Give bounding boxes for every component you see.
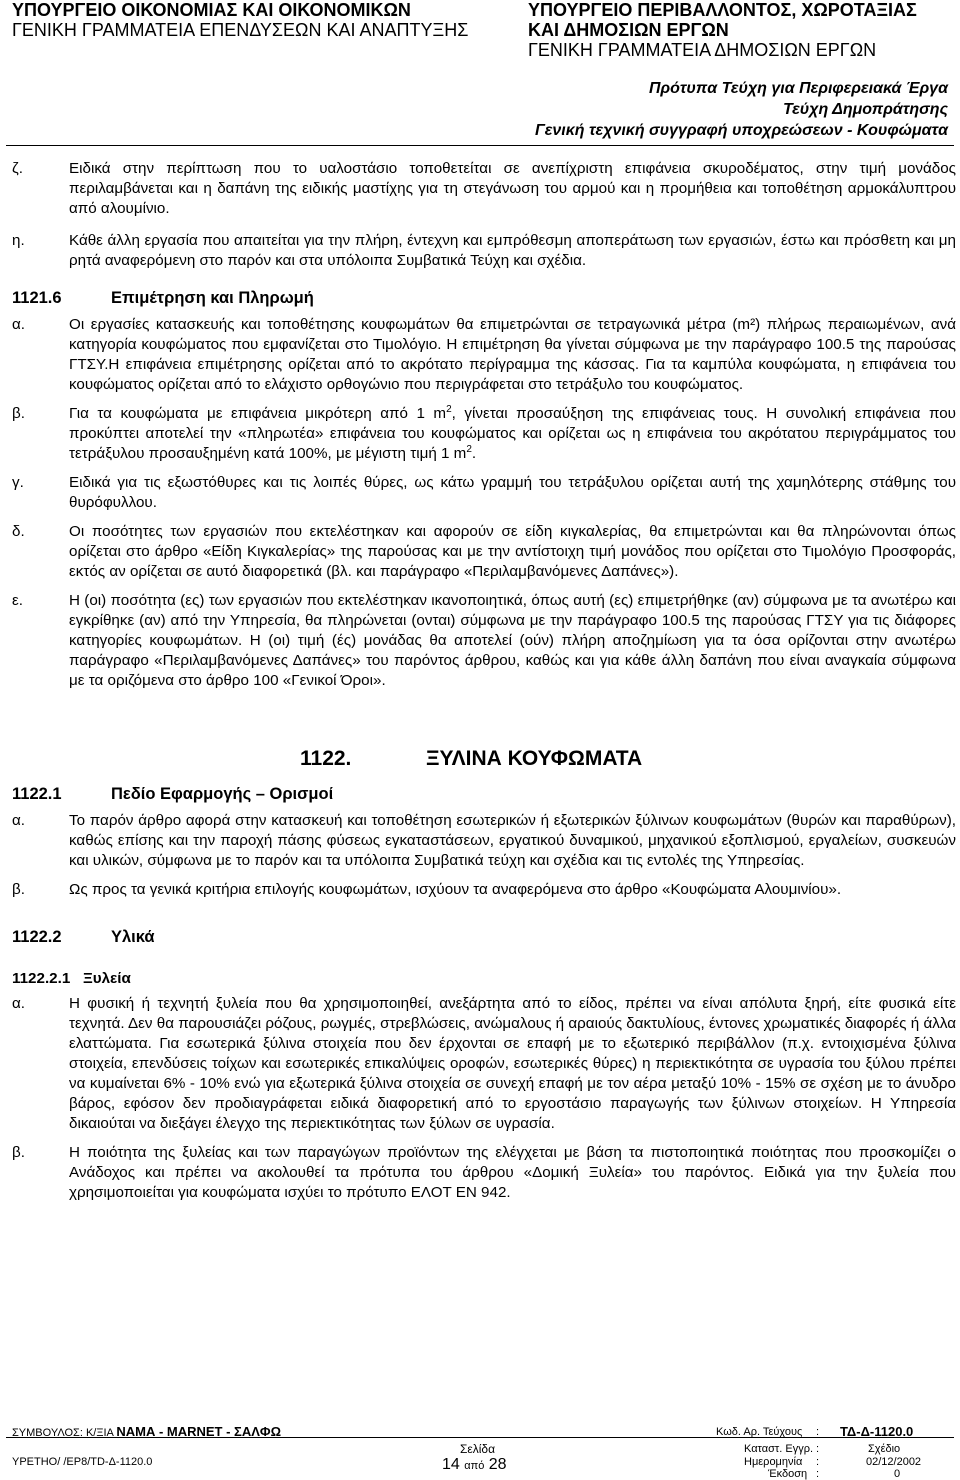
superscript: 2 bbox=[446, 403, 452, 415]
paragraph-text: Ειδικά στην περίπτωση που το υαλοστάσιο τοποθετείται σε ανεπίχριστη επιφάνεια σκυροδέματος, στην τιμή μονάδος περιλαμβάνεται και η δαπάνη της ειδικής μαστίχης για τη στεγάνωση του αρμού και η προμήθεια και τοποθέτηση αρμοκάλυπτρου από αλουμίνιο. bbox=[69, 160, 956, 217]
chapter-heading-1122 bbox=[12, 747, 956, 777]
footer-page-label: Σελίδα bbox=[460, 1442, 496, 1456]
measurement-paragraph-b bbox=[12, 404, 956, 464]
paragraph-marker: β. bbox=[12, 1144, 25, 1161]
paragraph-text: Η (οι) ποσότητα (ες) των εργασιών που εκτελέστηκαν ικανοποιητικά, όπως αυτή (ες) επιμετρήθηκε (αν) σύμφωνα με τα ανωτέρω και εγκρίθηκε (αν) από την Υπηρεσία, θα πληρώνεται (ονται) σύμφωνα με την παράγραφο 100.5 της παρούσας ΓΤΣΥ για τις διάφορες κατηγορίες κουφωμάτων. Η (οι) τιμή (ές) μονάδας θα αποτελεί (ούν) πλήρη αποζημίωση για τα όσα ορίζονται στην ανωτέρω παράγραφο «Περιλαμβανόμενες Δαπάνες» του παρόντος άρθρου, καθώς και για κάθε άλλη δαπάνη που είναι αναγκαία σύμφωνα με τα οριζόμενα στο άρθρο 100 «Γενικοί Όροι». bbox=[69, 592, 956, 689]
status-label: Καταστ. Εγγρ. bbox=[744, 1443, 814, 1455]
header-subtitle-2: Τεύχη Δημοπράτησης bbox=[782, 101, 948, 118]
chapter-title: ΞΥΛΙΝΑ ΚΟΥΦΩΜΑΤΑ bbox=[426, 747, 643, 770]
section-number: 1121.6 bbox=[12, 289, 62, 307]
measurement-paragraph-d bbox=[12, 522, 956, 582]
section-number: 1122.2 bbox=[12, 928, 62, 946]
paragraph-marker: β. bbox=[12, 881, 25, 898]
measurement-paragraph-a bbox=[12, 315, 956, 395]
measurement-paragraph-c bbox=[12, 473, 956, 513]
header-subtitle-3: Γενική τεχνική συγγραφή υποχρεώσεων - Κουφώματα bbox=[534, 122, 948, 139]
paragraph-text-part-3: . bbox=[471, 445, 477, 462]
header-left bbox=[12, 0, 468, 40]
subsection-number-text: 1122.2.1 bbox=[12, 970, 71, 987]
paragraph-text: Η φυσική ή τεχνητή ξυλεία που θα χρησιμοποιηθεί, ανεξάρτητα από το είδος, πρέπει να είναι απόλυτα ξηρή, είτε φυσικά είτε τεχνητά. Δεν θα παρουσιάζει ρόζους, ρωγμές, στρεβλώσεις, ανώμαλους ή αραιούς δακτυλίους, έντονες χρωματικές διαφορές ή άλλα ελαττώματα. Για εσωτερικά ξύλινα στοιχεία που δεν έρχονται σε επαφή με το εξωτερικό περιβάλλον (π.χ. εντοιχισμένα ξύλινα στοιχεία, επενδύσεις τοίχων και εσωτερικές επικαλύψεις οροφών, εσωτερικές θύρες) η περιεκτικότητα σε υγρασία του ξύλου πρέπει να κυμαίνεται 6% - 10% ενώ για εξωτερικά ξύλινα στοιχεία σε συνεχή επαφή με τον αέρα μεταξύ 10% - 15% σε σχέση με το άνυδρο βάρος, εφόσον δεν προδιαγράφεται ειδικά διαφορετική από το εργοστάσιο παραγωγής των ξύλινων στοιχείων. Η Υπηρεσία δικαιούται να διεξάγει έλεγχο της περιεκτικότητας των ξύλων σε υγρασία. bbox=[69, 995, 956, 1132]
page-footer bbox=[0, 1424, 960, 1480]
superscript: 2 bbox=[466, 443, 472, 455]
ministry-environment-title-2: ΚΑΙ ΔΗΜΟΣΙΩΝ ΕΡΓΩΝ bbox=[528, 20, 729, 40]
paragraph-marker: γ. bbox=[12, 474, 24, 491]
header-right bbox=[528, 0, 917, 60]
consultant-label: ΣΥΜΒΟΥΛΟΣ: Κ/ΞΙΑ bbox=[12, 1427, 114, 1439]
consultant-name: ΝΑΜΑ - MARNET - ΣΑΛΦΩ bbox=[116, 1424, 282, 1439]
separator: : bbox=[816, 1456, 820, 1468]
paragraph-text: Κάθε άλλη εργασία που απαιτείται για την πλήρη, έντεχνη και εμπρόθεσμη αποπεράτωση των εργασιών, έστω και πρόσθετη και μη ρητά αναφερόμενη στο παρόν και στα υπόλοιπα Συμβατικά Τεύχη και σχέδια. bbox=[69, 232, 956, 269]
header-divider bbox=[6, 145, 954, 146]
header-subtitle bbox=[535, 78, 948, 141]
measurement-paragraph-e bbox=[12, 591, 956, 691]
chapter-number: 1122. bbox=[300, 747, 352, 770]
paragraph-marker: ζ. bbox=[12, 160, 23, 177]
section-title: Επιμέτρηση και Πληρωμή bbox=[111, 289, 314, 307]
timber-paragraph-a bbox=[12, 994, 956, 1134]
paragraph-text: Η ποιότητα της ξυλείας και των παραγώγων προϊόντων της ελέγχεται με βάση τα πιστοποιητικά ποιότητας που προσκομίζει ο Ανάδοχος και πρέπει να ακολουθεί τα πρότυπα του άρθρου «Δομική Ξυλεία» του παρόντος. Ειδικά για την ξυλεία που χρησιμοποιείται για κουφώματα ισχύει το πρότυπο ΕΛΟΤ ΕΝ 942. bbox=[69, 1144, 956, 1201]
paragraph-marker: α. bbox=[12, 995, 25, 1012]
page-of: από bbox=[464, 1460, 485, 1472]
status-value: Σχέδιο bbox=[868, 1443, 901, 1455]
scope-paragraph-a bbox=[12, 811, 956, 871]
separator: : bbox=[816, 1426, 820, 1438]
separator: : bbox=[816, 1468, 820, 1480]
section-heading-1122-2 bbox=[12, 920, 956, 954]
general-secretariat-investments: ΓΕΝΙΚΗ ΓΡΑΜΜΑΤΕΙΑ ΕΠΕΝΔΥΣΕΩΝ ΚΑΙ ΑΝΑΠΤΥΞΗΣ bbox=[12, 20, 469, 40]
paragraph-marker: β. bbox=[12, 405, 25, 422]
paragraph-marker: α. bbox=[12, 812, 25, 829]
subsection-heading-1122-2-1 bbox=[12, 964, 956, 994]
issue-value: 0 bbox=[894, 1468, 901, 1480]
code-label: Κωδ. Αρ. Τεύχους bbox=[716, 1426, 803, 1438]
section-number: 1122.1 bbox=[12, 785, 62, 803]
ministry-economy-title: ΥΠΟΥΡΓΕΙΟ ΟΙΚΟΝΟΜΙΑΣ ΚΑΙ ΟΙΚΟΝΟΜΙΚΩΝ bbox=[12, 0, 411, 20]
paragraph-text: Οι εργασίες κατασκευής και τοποθέτησης κουφωμάτων θα επιμετρώνται σε τετραγωνικά μέτρα (m²) πλήρως περαιωμένων, ανά κατηγορία κουφώματος που εμφανίζεται στο Τιμολόγιο. Η επιμέτρηση θα γίνεται σύμφωνα με την παράγραφο 100.5 της παρούσας ΓΤΣΥ.Η επιφάνεια επιμέτρησης ορίζεται από το ακρότατο περίγραμμα της κάσσας. Για τα καμπύλα κουφώματα, η επιφάνεια του κουφώματος ορίζεται από το ελάχιστο ορθογώνιο που περιγράφεται στο τετράξυλο του κουφώματος. bbox=[69, 316, 956, 393]
paragraph-marker: δ. bbox=[12, 523, 25, 540]
paragraph-zeta bbox=[12, 159, 956, 219]
current-page: 14 bbox=[442, 1456, 460, 1473]
paragraph-marker: ε. bbox=[12, 592, 23, 609]
total-pages: 28 bbox=[488, 1456, 507, 1473]
section-heading-1121-6 bbox=[12, 281, 956, 315]
document-body bbox=[12, 150, 956, 1203]
footer-page-number bbox=[442, 1456, 507, 1474]
footer-divider bbox=[6, 1437, 954, 1438]
paragraph-marker: η. bbox=[12, 232, 25, 249]
header-subtitle-1: Πρότυπα Τεύχη για Περιφερειακά Έργα bbox=[648, 80, 948, 97]
paragraph-text-part-1: Για τα κουφώματα με επιφάνεια μικρότερη από 1 m bbox=[69, 405, 447, 422]
paragraph-text: Ως προς τα γενικά κριτήρια επιλογής κουφωμάτων, ισχύουν τα αναφερόμενα στο άρθρο «Κουφώματα Αλουμινίου». bbox=[69, 881, 842, 898]
date-value: 02/12/2002 bbox=[866, 1456, 922, 1468]
timber-paragraph-b bbox=[12, 1143, 956, 1203]
paragraph-text: Οι ποσότητες των εργασιών που εκτελέστηκαν και αφορούν σε είδη κιγκαλερίας, θα επιμετρώνται και θα πληρώνονται όπως ορίζεται στο άρθρο «Είδη Κιγκαλερίας» της παρούσας και με την αντίστοιχη τιμή μονάδος που ορίζεται στο Τιμολόγιο Προσφοράς, εκτός αν ορίζεται σε αυτό διαφορετικά (βλ. και παράγραφο «Περιλαμβανόμενες Δαπάνες»). bbox=[69, 523, 956, 580]
date-label: Ημερομηνία bbox=[744, 1456, 803, 1468]
paragraph-text-part-2: , γίνεται προσαύξηση της επιφάνειας τους. Η συνολική επιφάνεια που προκύπτει αποτελεί την «πληρωτέα» επιφάνεια του κουφώματος και ορίζεται ως η επιφάνεια του ακρότατου περιγράμματος του τετράξυλου προσαυξημένη κατά 100%, με μέγιστη τιμή 1 m bbox=[69, 405, 956, 462]
section-heading-1122-1 bbox=[12, 777, 956, 811]
paragraph-text: Ειδικά για τις εξωστόθυρες και τις λοιπές θύρες, ως κάτω γραμμή του τετράξυλου ορίζεται αυτή της χαμηλότερης στάθμης του θυρόφυλλου. bbox=[69, 474, 956, 511]
general-secretariat-public-works: ΓΕΝΙΚΗ ΓΡΑΜΜΑΤΕΙΑ ΔΗΜΟΣΙΩΝ ΕΡΓΩΝ bbox=[528, 40, 877, 60]
code-value: ΤΔ-Δ-1120.0 bbox=[840, 1424, 914, 1439]
subsection-title: Ξυλεία bbox=[82, 970, 131, 987]
scope-paragraph-b bbox=[12, 880, 956, 900]
paragraph-marker: α. bbox=[12, 316, 25, 333]
paragraph-text: Το παρόν άρθρο αφορά στην κατασκευή και τοποθέτηση εσωτερικών ή εξωτερικών ξύλινων κουφωμάτων (θυρών και παραθύρων), καθώς επίσης και την παροχή πάσης φύσεως εγκαταστάσεων, εργατικού δυναμικού, μηχανικού εξοπλισμού, εργαλείων, συσκευών και υλικών, σύμφωνα με το παρόν και τα υπόλοιπα Συμβατικά τεύχη και σχέδια και τις εντολές της Υπηρεσίας. bbox=[69, 812, 956, 869]
issue-label: Έκδοση bbox=[768, 1468, 808, 1480]
separator: : bbox=[816, 1443, 820, 1455]
ministry-environment-title: ΥΠΟΥΡΓΕΙΟ ΠΕΡΙΒΑΛΛΟΝΤΟΣ, ΧΩΡΟΤΑΞΙΑΣ bbox=[528, 0, 917, 20]
footer-doc-code: ΥΡΕΤΗΟ/ /ΕΡ8/ΤD-Δ-1120.0 bbox=[12, 1456, 153, 1468]
section-title: Πεδίο Εφαρμογής – Ορισμοί bbox=[111, 785, 334, 803]
paragraph-eta bbox=[12, 231, 956, 271]
section-title: Υλικά bbox=[111, 928, 155, 946]
subsection-number bbox=[12, 964, 131, 994]
